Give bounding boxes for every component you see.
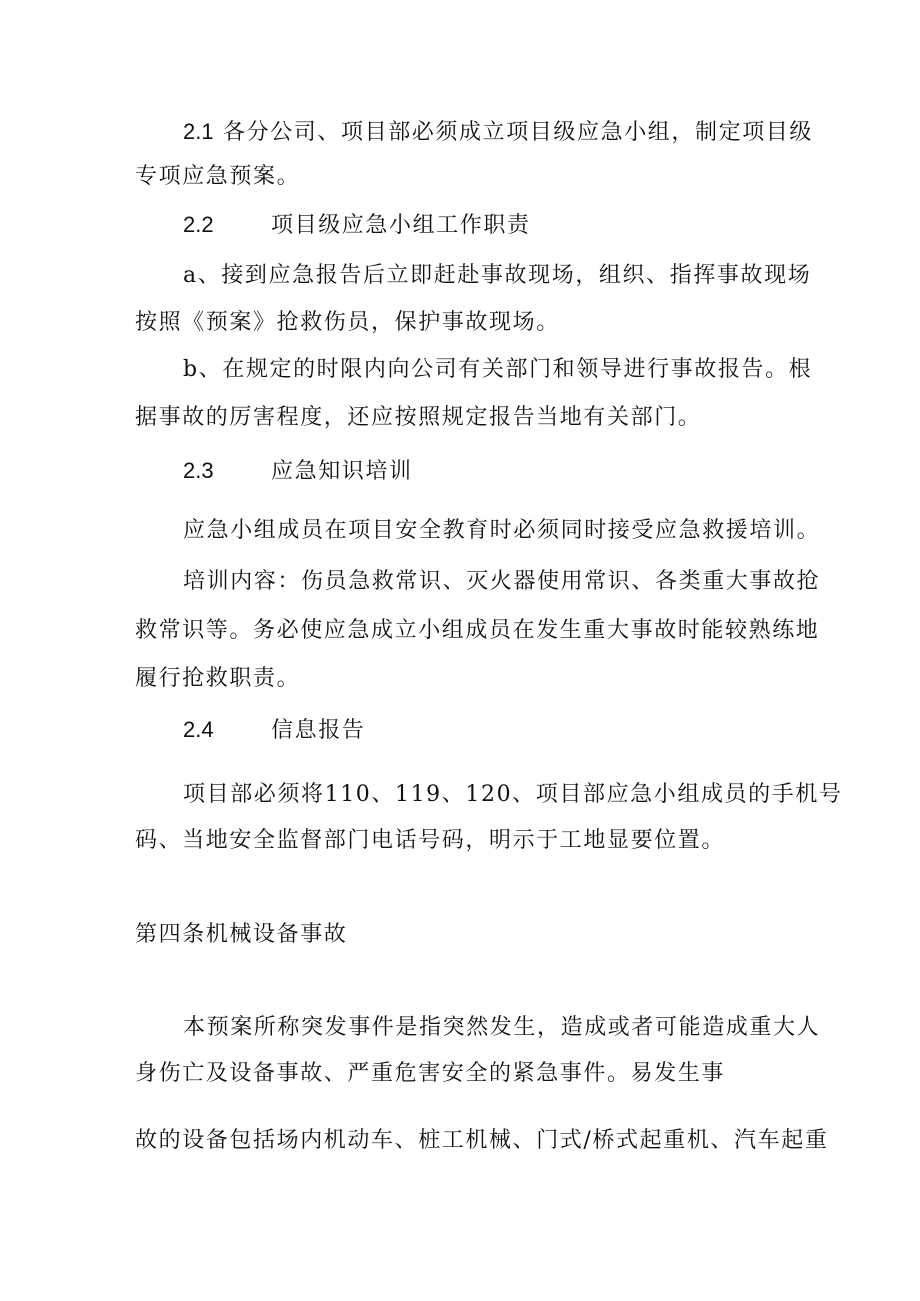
para-2-3-b-line-1: 培训内容：伤员急救常识、灭火器使用常识、各类重大事故抢: [183, 569, 821, 594]
para-2-1-line-1: 2.1 各分公司、项目部必须成立项目级应急小组，制定项目级: [183, 119, 814, 145]
heading-2-3: [183, 457, 413, 486]
section-number-2-3: 2.3: [183, 458, 214, 483]
section-4-heading: 第四条机械设备事故: [135, 922, 348, 947]
para-b-line-1: b、在规定的时限内向公司有关部门和领导进行事故报告。根: [183, 357, 813, 382]
heading-2-3-title: 应急知识培训: [271, 459, 413, 484]
heading-2-4: [183, 716, 365, 745]
section-number-2-1: 2.1: [183, 119, 214, 144]
para-2-3-b-line-2: 救常识等。务必使应急成立小组成员在发生重大事故时能较熟练地: [135, 618, 820, 643]
para-4-b-line-1: 故的设备包括场内机动车、桩工机械、门式/桥式起重机、汽车起重: [135, 1128, 829, 1153]
para-a-line-2: 按照《预案》抢救伤员，保护事故现场。: [135, 310, 560, 335]
para-4-a-line-2: 身伤亡及设备事故、严重危害安全的紧急事件。易发生事: [135, 1061, 726, 1086]
heading-2-2: [183, 211, 531, 240]
para-2-4-line-1: 项目部必须将110、119、120、项目部应急小组成员的手机号: [183, 782, 843, 807]
heading-2-2-title: 项目级应急小组工作职责: [271, 213, 531, 238]
section-number-2-4: 2.4: [183, 717, 214, 742]
para-2-4-line-2: 码、当地安全监督部门电话号码，明示于工地显要位置。: [135, 828, 726, 853]
para-2-1-line-2: 专项应急预案。: [135, 164, 301, 189]
para-b-line-2: 据事故的厉害程度，还应按照规定报告当地有关部门。: [135, 405, 702, 430]
para-2-3-b-line-3: 履行抢救职责。: [135, 666, 301, 691]
section-number-2-2: 2.2: [183, 212, 214, 237]
heading-2-4-title: 信息报告: [271, 718, 366, 743]
para-4-a-line-1: 本预案所称突发事件是指突然发生，造成或者可能造成重大人: [183, 1015, 821, 1040]
para-a-line-1: a、接到应急报告后立即赶赴事故现场，组织、指挥事故现场: [183, 263, 812, 288]
para-2-3-a-line-1: 应急小组成员在项目安全教育时必须同时接受应急救援培训。: [183, 518, 821, 543]
